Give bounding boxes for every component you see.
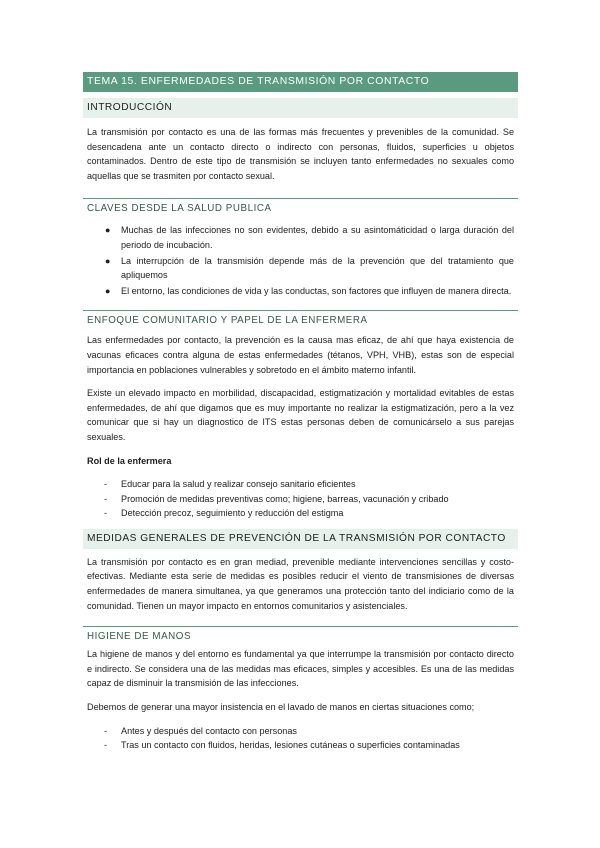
list-item: ● La interrupción de la transmisión depende más de la prevención que del tratamiento que apliquemos [105,255,514,281]
higiene-list [83,724,518,753]
list-item: - Antes y después del contacto con personas [83,724,518,739]
document-title: TEMA 15. ENFERMEDADES DE TRANSMISIÓN POR CONTACTO [83,72,518,92]
list-item: - Educar para la salud y realizar consejo sanitario eficientes [83,477,518,492]
bullet-icon: ● [105,255,111,266]
list-item: ● Muchas de las infecciones no son evidentes, debido a su asintomáticidad o larga duración del periodo de incubación. [105,225,514,250]
dash-marker: - [104,493,108,504]
higiene-paragraph-2: Debemos de generar una mayor insistencia en el lavado de manos en ciertas situaciones como; [87,702,475,713]
section-heading-claves: CLAVES DESDE LA SALUD PUBLICA [83,198,518,217]
bullet-icon: ● [105,225,111,236]
list-item: - Tras un contacto con fluidos, heridas, lesiones cutáneas o superficies contaminadas [83,738,518,753]
section-heading-introduccion: INTRODUCCIÓN [83,98,518,118]
claves-list [83,223,518,298]
higiene-paragraph-1: La higiene de manos y del entorno es fundamental ya que interrumpe la transmisión por contacto directo e indirecto. Se considera una de las medidas mas eficaces, simples y accesibles. Es una de las medidas capaz de disminuir la transmisión de las infecciones. [87,649,514,689]
dash-marker: - [104,479,108,490]
section-heading-medidas: MEDIDAS GENERALES DE PREVENCIÓN DE LA TRANSMISIÓN POR CONTACTO [83,529,518,549]
list-item: ● El entorno, las condiciones de vida y las conductas, son factores que influyen de manera directa. [83,284,514,299]
list-item: - Detección precoz, seguimiento y reducción del estigma [83,506,518,521]
document-page [83,72,518,753]
list-item: - Promoción de medidas preventivas como; higiene, barreas, vacunación y cribado [83,492,518,507]
section-heading-enfoque: ENFOQUE COMUNITARIO Y PAPEL DE LA ENFERMERA [83,310,518,329]
medidas-paragraph: La transmisión por contacto es en gran mediad, prevenible mediante intervenciones sencillas y costo-efectivas. Mediante esta serie de medidas es posibles reducir el viento de transmisiones de diversas enfermedades de manera simultanea, ya que generamos una protección tanto del indiciario como de la comunidad. Tienen un mayor impacto en entornos comunitarios y asistenciales. [87,556,514,611]
dash-marker: - [104,508,108,519]
enfoque-paragraph-2: Existe un elevado impacto en morbilidad, discapacidad, estigmatización y mortalidad evitables de estas enfermedades, de ahí que digamos que es muy importante no realizar la estigmatización, pero a la vez comunicar que si hay un diagnostico de ITS estas personas deben de comunicárselo a sus parejas sexuales. [87,388,514,442]
section-heading-higiene: HIGIENE DE MANOS [83,626,518,645]
intro-paragraph: La transmisión por contacto es una de las formas más frecuentes y prevenibles de la comunidad. Se desencadena ante un contacto directo o indirecto con personas, fluidos, superficies u objetos contaminados. Dentro de este tipo de transmisión se incluyen tanto enfermedades no sexuales como aquellas que se trasmiten por contacto sexual. [87,127,514,181]
enfoque-paragraph-1: Las enfermedades por contacto, la prevención es la causa mas eficaz, de ahí que haya existencia de vacunas eficaces contra alguna de estas enfermedades (tétanos, VPH, VHB), estas son de especial importancia en poblaciones vulnerables y sobretodo en el ámbito materno infantil. [87,335,514,375]
bullet-icon: ● [105,285,111,296]
dash-marker: - [104,725,108,736]
rol-list [83,477,518,521]
dash-marker: - [104,740,108,751]
rol-enfermera-heading: Rol de la enfermera [87,455,172,466]
